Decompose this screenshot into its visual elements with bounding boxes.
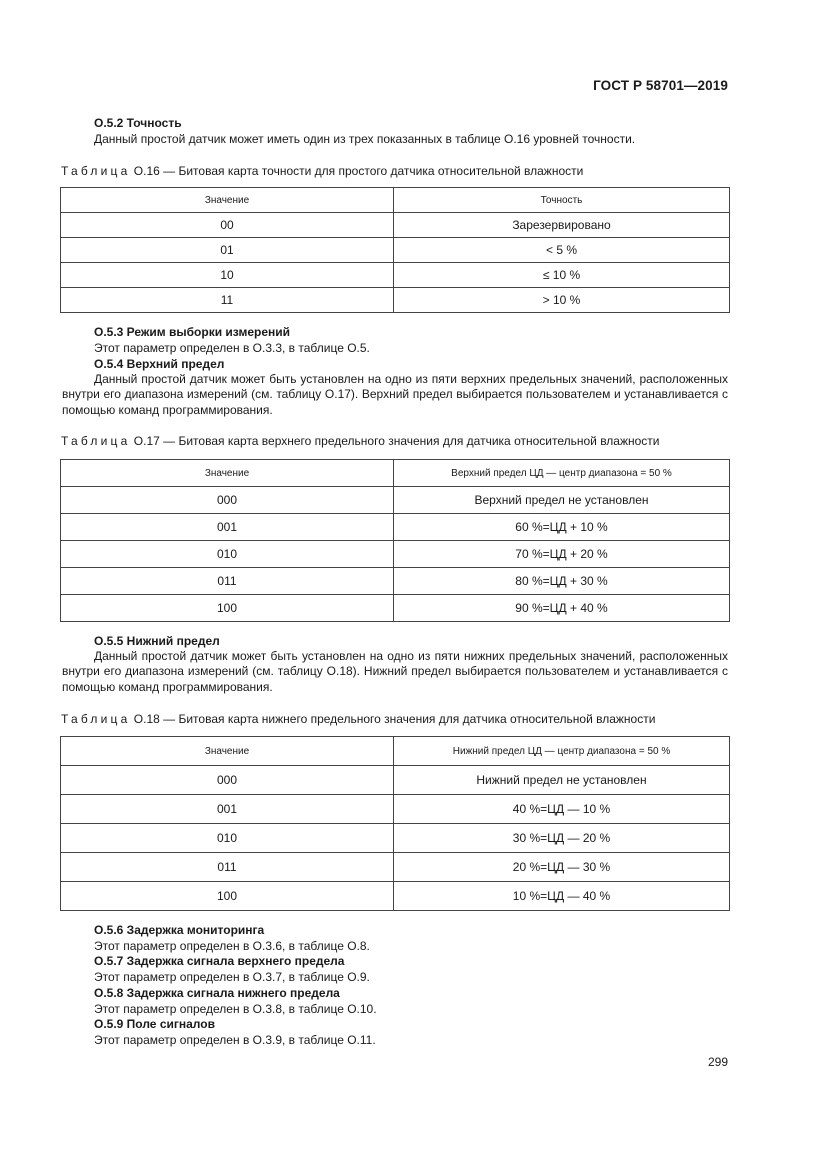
table-row (61, 766, 730, 795)
table-cell: 40 %=ЦД — 10 % (394, 795, 730, 824)
table-cell: 011 (61, 853, 394, 882)
column-header: Нижний предел ЦД — центр диапазона = 50 % (394, 737, 730, 766)
table-row (61, 853, 730, 882)
section-heading-o-5-4: О.5.4 Верхний предел (94, 357, 225, 371)
table-header-row (61, 188, 730, 213)
table-cell: 000 (61, 487, 394, 514)
table-row (61, 795, 730, 824)
section-heading-o-5-2: О.5.2 Точность (94, 116, 182, 130)
table-caption-text: О.18 — Битовая карта нижнего предельного значения для датчика относительной влажности (133, 712, 656, 726)
section-text-o-5-4: Данный простой датчик может быть установлен на одно из пяти верхних предельных значений, расположенных внутри его диапазона измерений (см. таблицу О.17). Верхний предел выбирается пользователем и устанавливается с помощью команд программирования. (62, 372, 728, 417)
table-row (61, 263, 730, 288)
table-header-row (61, 737, 730, 766)
table-cell: > 10 % (394, 288, 730, 313)
table-cell: 20 %=ЦД — 30 % (394, 853, 730, 882)
table-cell: 10 %=ЦД — 40 % (394, 882, 730, 911)
section-text-o-5-9: Этот параметр определен в О.3.9, в таблице О.11. (94, 1033, 376, 1047)
table-caption-text: О.16 — Битовая карта точности для простого датчика относительной влажности (133, 164, 584, 178)
table-cell: 000 (61, 766, 394, 795)
section-text-o-5-6: Этот параметр определен в О.3.6, в таблице О.8. (94, 939, 370, 953)
table-o-18 (60, 736, 730, 911)
table-cell: < 5 % (394, 238, 730, 263)
column-header: Значение (61, 737, 394, 766)
section-text-o-5-7: Этот параметр определен в О.3.7, в таблице О.9. (94, 970, 370, 984)
table-row (61, 824, 730, 853)
table-cell: 80 %=ЦД + 30 % (394, 568, 730, 595)
table-label: Таблица (61, 164, 131, 178)
table-cell: 011 (61, 568, 394, 595)
column-header: Точность (394, 188, 730, 213)
table-cell: 90 %=ЦД + 40 % (394, 595, 730, 622)
table-label: Таблица (61, 712, 131, 726)
table-o-16 (60, 187, 730, 313)
table-row (61, 213, 730, 238)
section-text-o-5-5: Данный простой датчик может быть установлен на одно из пяти нижних предельных значений, расположенных внутри его диапазона измерений (см. таблицу О.18). Нижний предел выбирается пользователем и устанавливается с помощью команд программирования. (62, 649, 728, 694)
table-cell: 01 (61, 238, 394, 263)
section-heading-o-5-7: О.5.7 Задержка сигнала верхнего предела (94, 954, 345, 968)
table-cell: 010 (61, 824, 394, 853)
column-header: Значение (61, 188, 394, 213)
table-row (61, 487, 730, 514)
section-text-o-5-8: Этот параметр определен в О.3.8, в таблице О.10. (94, 1002, 377, 1016)
table-label: Таблица (61, 434, 131, 448)
section-heading-o-5-5: О.5.5 Нижний предел (94, 634, 220, 648)
table-cell: ≤ 10 % (394, 263, 730, 288)
table-cell: 30 %=ЦД — 20 % (394, 824, 730, 853)
column-header: Верхний предел ЦД — центр диапазона = 50 % (394, 460, 730, 487)
table-caption-o-16 (61, 163, 583, 179)
section-text-o-5-2: Данный простой датчик может иметь один из трех показанных в таблице О.16 уровней точности. (94, 132, 636, 146)
table-cell: Зарезервировано (394, 213, 730, 238)
table-row (61, 595, 730, 622)
table-row (61, 541, 730, 568)
table-cell: 100 (61, 595, 394, 622)
table-cell: Верхний предел не установлен (394, 487, 730, 514)
table-cell: Нижний предел не установлен (394, 766, 730, 795)
table-cell: 010 (61, 541, 394, 568)
table-cell: 001 (61, 514, 394, 541)
table-cell: 60 %=ЦД + 10 % (394, 514, 730, 541)
table-header-row (61, 460, 730, 487)
table-cell: 100 (61, 882, 394, 911)
table-o-17 (60, 459, 730, 622)
page-number: 299 (707, 1055, 728, 1069)
table-row (61, 514, 730, 541)
table-row (61, 568, 730, 595)
table-row (61, 238, 730, 263)
section-heading-o-5-3: О.5.3 Режим выборки измерений (94, 325, 291, 339)
table-cell: 001 (61, 795, 394, 824)
table-caption-o-17 (61, 433, 660, 449)
table-cell: 11 (61, 288, 394, 313)
section-heading-o-5-9: О.5.9 Поле сигналов (94, 1017, 215, 1031)
table-row (61, 882, 730, 911)
section-heading-o-5-8: О.5.8 Задержка сигнала нижнего предела (94, 986, 340, 1000)
table-cell: 00 (61, 213, 394, 238)
document-standard-number: ГОСТ Р 58701—2019 (593, 78, 728, 93)
table-cell: 10 (61, 263, 394, 288)
table-cell: 70 %=ЦД + 20 % (394, 541, 730, 568)
table-caption-text: О.17 — Битовая карта верхнего предельного значения для датчика относительной влажности (133, 434, 660, 448)
table-row (61, 288, 730, 313)
table-caption-o-18 (61, 711, 655, 727)
section-text-o-5-3: Этот параметр определен в О.3.3, в таблице О.5. (94, 341, 370, 355)
section-heading-o-5-6: О.5.6 Задержка мониторинга (94, 923, 265, 937)
column-header: Значение (61, 460, 394, 487)
